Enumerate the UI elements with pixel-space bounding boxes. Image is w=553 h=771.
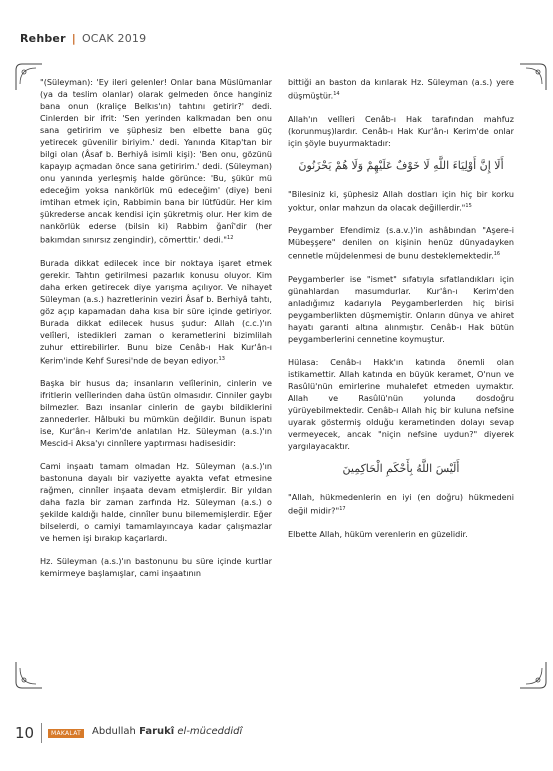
- arabic-verse: أَلَيْسَ اللَّهُ بِأَحْكَمِ الْحَاكِمِينَ: [342, 462, 460, 476]
- footnote-ref: 16: [493, 251, 501, 258]
- footnote-ref: 14: [333, 91, 340, 97]
- right-column: [288, 76, 514, 551]
- footnote-ref: 12: [227, 235, 234, 241]
- paragraph: Başka bir husus da; insanların velîlerinin, cinlerin ve ifritlerin velîlerinden daha üstün olmasıdır. Cinniler gaybı bilmezler. Bazı insanlar cinlerin de gaybı bildiklerini zannederler. Hâlbuki bu mümkün değildir. Bunun ispatı ise, Kur'ân-ı Kerim'de anlatılan Hz. Süleyman (a.s.)'ın Mescid-i Aksa'yı cinnîlere yaptırması hadisesidir:: [40, 378, 272, 449]
- paragraph: "(Süleyman): 'Ey ileri gelenler! Onlar bana Müslümanlar (ya da teslim olanlar) olarak gelmeden önce hanginiz bana onun (kraliçe Belkıs'ın) tahtını getirir?' dedi. Cinlerden bir ifrit: 'Sen yerinden kalkmadan ben onu sana getiririm ve şüphesiz ben elbette bana güç yetirecek güvenilir biriyim.' dedi. Yanında Kitap'tan bir bilgi olan (Âsaf b. Berhiyâ isimli kişi): 'Ben onu, gözünü kapayıp açmadan önce sana getiririm.' dedi. (Süleyman) onu yanında yerleşmiş halde görünce: 'Bu, şükür mü edeceğim yoksa nankörlük mü edeceğim' (diye) beni imtihan etmek için, Rabbimin bana bir lütfüdür. Her kim şükrederse ancak kendisi için şükretmiş olur. Her kim de nankörlük ederse (bilsin ki) Rabbim ğanî'dir (her bakımdan sınırsız zengindir), cömerttir.' dedi."$^{12}$: [40, 77, 272, 245]
- paragraph: "Allah, hükmedenlerin en iyi (en doğru) hükmedeni değil midir?"$^{17}$: [288, 492, 514, 516]
- corner-ornament-bottom-left: [14, 660, 44, 690]
- paragraph: "Bilesiniz ki, şüphesiz Allah dostları için hiç bir korku yoktur, onlar mahzun da olacak değillerdir."$^{15}$: [288, 188, 514, 213]
- paragraph: Hülasa: Cenâb-ı Hakk'ın katında önemli olan istikamettir. Allah katında en büyük keramet, O'nun ve Rasûlü'nün emirlerine muhalefet etmeden uymaktır. Allah ve Rasûlü'nün yolunda dosdoğru yürüyebilmektedir. Cenâb-ı Allah hiç bir kuluna nefsine uyarak göstermiş olduğu kerametinden dolayı sevap vermeyecek, ancak "niçin nefsine uydun?" diyerek yargılayacaktır.: [288, 357, 514, 452]
- corner-ornament-bottom-right: [518, 660, 548, 690]
- section-tag: MAKALAT: [48, 729, 84, 738]
- header-separator: |: [71, 31, 76, 45]
- issue-date: OCAK 2019: [81, 31, 147, 45]
- magazine-logo: Rehber: [20, 31, 66, 45]
- paragraph: Cami inşaatı tamam olmadan Hz. Süleyman (a.s.)'ın bastonuna dayalı bir vaziyette ayakta vefat etmesine rağmen, cinnîler inşaata devam etmişlerdir. Bir yıldan daha fazla bir zaman zarfında Hz. Süleyman (a.s.) o şekilde kaldığı halde, cinnîler bunu bilememişlerdir. Eğer bilselerdi, o camiyi tamamlayıncaya kadar çalışmazlar ve hemen işi bırakıp kaçarlardı.: [40, 461, 272, 544]
- footnote-ref: 13: [218, 355, 225, 362]
- footnote-ref: 17: [339, 506, 346, 513]
- paragraph: Burada dikkat edilecek ince bir noktaya işaret etmek gerekir. Tahtın getirilmesi pazarlık konusu oluyor. Kim daha erken getirecek diye yarışma açılıyor. Ve nihayet Süleyman (a.s.) hazretlerinin veziri Âsaf b. Berhiyâ tahtı, göz açıp kapamadan daha kısa bir süre içinde getiriyor. Burada dikkat edilecek husus şudur: Allah (c.c.)'ın velîleri, istedikleri zaman o kerametlerini bizimlilah zuhur ettirebilirler. Bunu bize Cenâb-ı Hak Kur'ân-ı Kerim'inde Kehf Suresi'nde de beyan ediyor.$^{13}$: [40, 257, 272, 366]
- paragraph: Peygamber Efendimiz (s.a.v.)'in ashâbından "Aşere-i Mübeşşere" denilen on kişinin henüz dünyadayken cennetle müjdelenmesi de bunu desteklemektedir.$^{16}$: [288, 225, 514, 262]
- footer-divider: [41, 723, 42, 743]
- page-footer: [0, 723, 553, 743]
- paragraph: bittiği an baston da kırılarak Hz. Süleyman (a.s.) yere düşmüştür.$^{14}$: [288, 77, 514, 101]
- paragraph: Allah'ın velîleri Cenâb-ı Hak tarafından mahfuz (korunmuş)lardır. Cenâb-ı Hak Kur'ân-ı Kerim'de onlar için şöyle buyurmaktadır:: [288, 113, 514, 148]
- page-number: 10: [15, 724, 35, 742]
- author-name: Abdullah Farukî el-müceddidî: [92, 726, 243, 737]
- left-column: [40, 76, 272, 590]
- paragraph: Peygamberler ise "ismet" sıfatıyla sıfatlandıkları için günahlardan masumdurlar. Kur'ân-ı Kerim'den anladığımız kadarıyla Peygamberlerden hiç birisi peygamberlikten düşmemiştir. Onların dünya ve ahiret hayatı garanti altına alınmıştır. Cenâb-ı Hak bütün peygamberlerini cennetine koymuştur.: [288, 274, 514, 345]
- corner-ornament-top-right: [518, 62, 548, 92]
- paragraph: Hz. Süleyman (a.s.)'ın bastonunu bu süre içinde kurtlar kemirmeye başlamışlar, cami inşaatının: [40, 556, 272, 579]
- footnote-ref: 15: [465, 202, 472, 209]
- arabic-verse: أَلَا إِنَّ أَوْلِيَاءَ اللَّهِ لَا خَوْفٌ عَلَيْهِمْ وَلَا هُمْ يَحْزَنُونَ: [298, 158, 504, 172]
- paragraph: Elbette Allah, hüküm verenlerin en güzelidir.: [288, 528, 468, 539]
- page-header: [20, 30, 146, 46]
